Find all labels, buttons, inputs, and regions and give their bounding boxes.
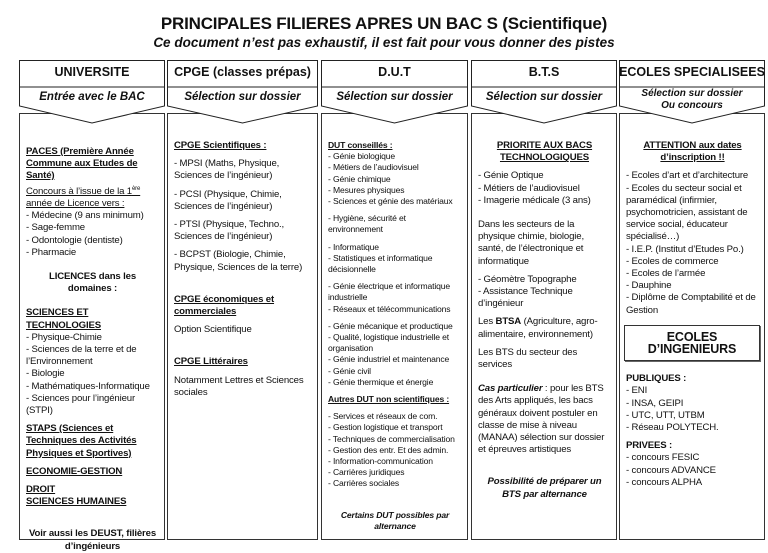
list-item	[478, 383, 611, 456]
list-item: - Génie mécanique et productique	[328, 320, 453, 331]
text-part: année de Licence vers :	[26, 198, 125, 209]
column-header	[471, 60, 617, 124]
text-part: : pour les BTS des Arts appliqués, les bacs généraux doivent postuler en classe de mise à niveau (MANAA) sélection sur dossier et épreuves artistiques	[478, 383, 605, 456]
list-item	[478, 316, 611, 340]
list-item: - Carrières sociales	[328, 478, 400, 489]
admission-line: Sélection sur dossier	[336, 91, 453, 103]
admission-line: Sélection sur dossier	[641, 88, 743, 99]
column-title: ECOLES SPECIALISEES	[619, 65, 765, 79]
list-item: - Génie biologique	[328, 151, 396, 162]
list-item: - Mathématiques-Informatique	[26, 380, 150, 392]
column-body	[167, 113, 318, 540]
column-body	[321, 113, 468, 540]
text-part: Concours à l’issue de la 1	[26, 185, 132, 197]
note: Voir aussi les DEUST, filières d’ingénieurs	[28, 528, 157, 552]
section-heading: SCIENCES HUMAINES	[26, 496, 127, 508]
section-heading: ECONOMIE-GESTION	[26, 465, 123, 477]
list-item: - Médecine (9 ans minimum)	[26, 210, 144, 222]
list-item: - concours FESIC	[626, 452, 700, 464]
list-item: - BCPST (Biologie, Chimie, Physique, Sciences de la terre)	[174, 249, 303, 273]
list-item: - concours ADVANCE	[626, 464, 716, 476]
column-title: B.T.S	[528, 65, 560, 79]
list-item: - PTSI (Physique, Techno., Sciences de l’ingénieur)	[174, 219, 285, 243]
admission-mode	[471, 91, 617, 104]
admission-line: Sélection sur dossier	[485, 91, 603, 103]
list-item: - Métiers de l’audiovisuel	[478, 182, 580, 194]
section-heading: DROIT	[26, 484, 56, 496]
list-item: - Information-communication	[328, 456, 433, 467]
list-item: - Mesures physiques	[328, 184, 405, 195]
admission-mode	[619, 88, 765, 112]
list-item: - UTC, UTT, UTBM	[626, 409, 705, 421]
list-item: - Génie Optique	[478, 170, 544, 182]
list-item: - Gestion des entr. Et des admin.	[328, 444, 449, 455]
list-item: - Génie civil	[328, 365, 371, 376]
text-part: Les	[478, 316, 496, 328]
section-heading: ATTENTION aux dates d’inscription !!	[643, 140, 742, 164]
list-item: - Réseau POLYTECH.	[626, 422, 719, 434]
list-item: - Réseaux et télécommunications	[328, 303, 451, 314]
section-heading: PRIORITE AUX BACS TECHNOLOGIQUES	[496, 140, 593, 164]
section-heading: PUBLIQUES :	[626, 373, 687, 385]
column-bts	[471, 60, 617, 540]
list-item: - Assistance Technique d’ingénieur	[478, 286, 573, 310]
list-item: - Imagerie médicale (3 ans)	[478, 194, 591, 206]
list-item: - Diplôme de Comptabilité et de Gestion	[626, 292, 756, 316]
superscript: ère	[131, 185, 141, 192]
emphasis-term: Cas particulier	[478, 383, 543, 395]
list-item: - Sciences pour l’ingénieur (STPI)	[26, 392, 136, 417]
note: Certains DUT possibles par alternance	[340, 509, 450, 531]
column-header	[619, 60, 765, 124]
column-title: UNIVERSITE	[54, 65, 130, 79]
column-dut	[321, 60, 468, 540]
bold-term: BTSA	[495, 316, 522, 328]
column-ecoles	[619, 60, 765, 540]
list-item: Dans les secteurs de la physique chimie, biologie, santé, de l’électronique et informatique	[478, 219, 584, 267]
list-item: - Physique-Chimie	[26, 331, 102, 343]
list-item: - Qualité, logistique industrielle et organisation	[328, 332, 450, 354]
section-heading: CPGE Littéraires	[174, 356, 248, 368]
list-item: - Génie chimique	[328, 173, 391, 184]
list-item: - Gestion logistique et transport	[328, 422, 443, 433]
list-item: - Ecoles d’art et d’architecture	[626, 170, 749, 182]
list-item: - Génie industriel et maintenance	[328, 354, 450, 365]
column-header	[321, 60, 468, 124]
list-item: - Géomètre Topographe	[478, 273, 577, 285]
section-heading: STAPS (Sciences et Techniques des Activités Physiques et Sportives)	[26, 423, 137, 459]
list-item: - INSA, GEIPI	[626, 397, 684, 409]
section-heading: PACES (Première Année Commune aux Etudes de Santé)	[26, 146, 138, 182]
list-item: - Techniques de commercialisation	[328, 433, 455, 444]
admission-line: Sélection sur dossier	[184, 91, 301, 103]
list-item: - Ecoles du secteur social et paramédical (infirmier, psychomotricien, assistant de service social, éducateur spécialisé…)	[626, 182, 748, 243]
list-item: - Génie thermique et énergie	[328, 376, 434, 387]
section-heading: DUT conseillés :	[328, 140, 393, 150]
list-item: Option Scientifique	[174, 324, 252, 336]
list-item: - Odontologie (dentiste)	[26, 234, 123, 246]
list-item: - I.E.P. (Institut d’Etudes Po.)	[626, 243, 744, 255]
list-item: - MPSI (Maths, Physique, Sciences de l’ingénieur)	[174, 158, 280, 182]
list-item: - concours ALPHA	[626, 476, 702, 488]
column-title: CPGE (classes prépas)	[174, 65, 311, 79]
list-item: - Hygiène, sécurité et environnement	[328, 213, 406, 235]
column-body	[471, 113, 617, 540]
list-item: - Services et réseaux de com.	[328, 411, 438, 422]
column-body	[619, 113, 765, 540]
list-item: - ENI	[626, 385, 648, 397]
list-item: Les BTS du secteur des services	[478, 346, 578, 371]
admission-mode	[321, 91, 468, 104]
admission-line: Entrée avec le BAC	[39, 91, 145, 103]
list-item: - Sciences et génie des matériaux	[328, 196, 453, 207]
list-item: - Sciences de la terre et de l’Environnement	[26, 344, 137, 368]
list-item: - Ecoles de l’armée	[626, 268, 706, 280]
column-header	[19, 60, 165, 124]
section-heading: CPGE Scientifiques :	[174, 140, 267, 151]
column-header	[167, 60, 318, 124]
column-body	[19, 113, 165, 552]
note: Possibilité de préparer un BTS par alternance	[487, 476, 602, 500]
list-item	[26, 183, 159, 211]
column-universite	[19, 60, 165, 552]
list-item: - Sage-femme	[26, 222, 85, 234]
text-part: (Agriculture, agro-alimentaire, environnement)	[478, 316, 598, 340]
list-item: - Pharmacie	[26, 246, 77, 258]
document-subtitle: Ce document n’est pas exhaustif, il est fait pour vous donner des pistes	[153, 35, 615, 50]
document-title: PRINCIPALES FILIERES APRES UN BAC S (Scientifique)	[160, 14, 608, 33]
list-item: - Statistiques et informatique décisionnelle	[328, 252, 433, 275]
admission-mode	[19, 91, 165, 104]
column-cpge	[167, 60, 318, 540]
section-box-title: ECOLES D’INGENIEURS	[624, 325, 760, 361]
list-item: - Carrières juridiques	[328, 467, 405, 478]
list-item: - Dauphine	[626, 280, 672, 292]
list-item: Notamment Lettres et Sciences sociales	[174, 374, 304, 398]
list-item: - Métiers de l’audiovisuel	[328, 162, 419, 173]
list-item: - Biologie	[26, 368, 65, 380]
column-title: D.U.T	[378, 65, 411, 79]
note: LICENCES dans les domaines :	[48, 271, 137, 295]
section-heading: Autres DUT non scientifiques :	[328, 394, 450, 405]
list-item: - Ecoles de commerce	[626, 255, 719, 267]
admission-mode	[167, 91, 318, 104]
list-item: - Informatique	[328, 241, 379, 252]
admission-line: Ou concours	[661, 100, 723, 111]
section-heading: CPGE économiques et commerciales	[174, 293, 275, 318]
section-heading: PRIVEES :	[626, 440, 673, 452]
section-heading: SCIENCES ET TECHNOLOGIES	[26, 307, 101, 331]
list-item: - PCSI (Physique, Chimie, Sciences de l’ingénieur)	[174, 188, 282, 212]
list-item: - Génie électrique et informatique industrielle	[328, 281, 450, 303]
